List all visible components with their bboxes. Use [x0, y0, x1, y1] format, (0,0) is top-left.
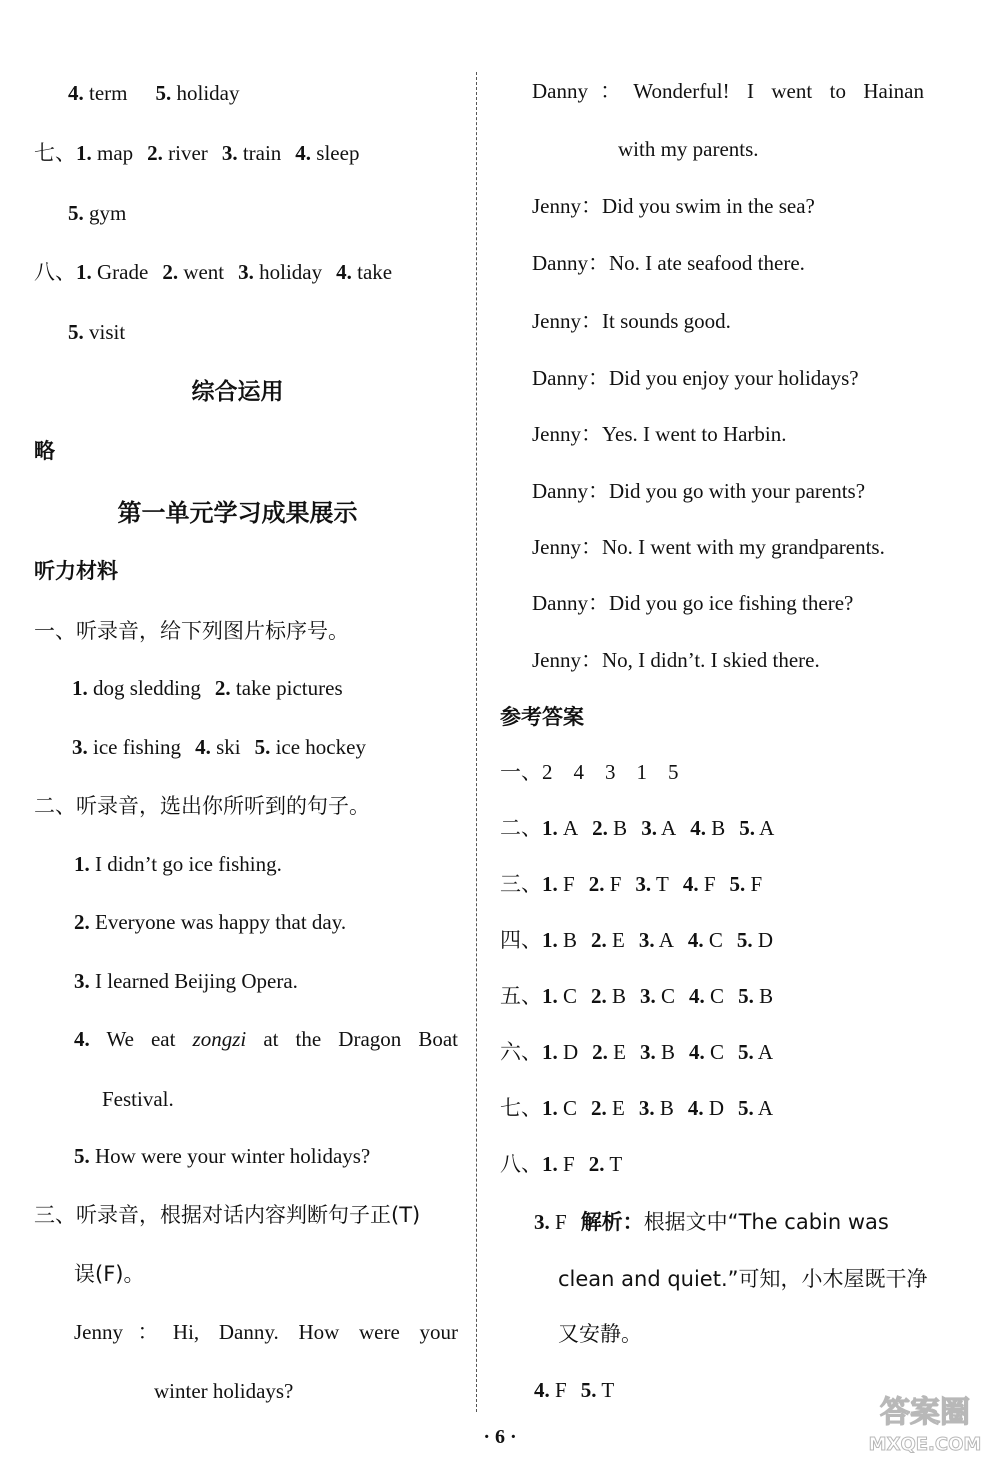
answer-row	[534, 1376, 614, 1404]
sentence-text: Everyone was happy that day.	[95, 910, 347, 934]
answer-value: C	[710, 984, 725, 1008]
answer-row	[500, 1038, 773, 1066]
answer-value: F	[555, 1210, 567, 1234]
answer-value: C	[563, 1096, 578, 1120]
answer-value: C	[563, 984, 578, 1008]
item-number: 2.	[588, 872, 605, 896]
item-number: 5.	[74, 1144, 90, 1168]
section-number: 二、	[500, 816, 542, 840]
answer-explanation-line	[534, 1208, 889, 1236]
item-number: 3.	[635, 872, 652, 896]
dialogue-line: Jenny：It sounds good.	[532, 309, 731, 333]
item-number: 5.	[155, 81, 172, 105]
sentence-text: at the Dragon Boat	[246, 1027, 458, 1051]
answer-line	[68, 199, 126, 227]
item-number: 3.	[221, 141, 238, 165]
listening-word: ice fishing	[93, 735, 182, 759]
answer-value: F	[703, 872, 716, 896]
answer-row	[500, 870, 762, 898]
listening-word: ice hockey	[275, 735, 366, 759]
item-number: 2.	[147, 141, 163, 165]
item-number: 2.	[591, 984, 607, 1008]
answer-word: map	[97, 141, 134, 165]
item-number: 5.	[254, 735, 271, 759]
item-number: 3.	[640, 1040, 656, 1064]
section-number: 一、	[500, 760, 542, 784]
item-number: 1.	[542, 1040, 558, 1064]
answer-value: F	[750, 872, 763, 896]
dialogue-line: Danny：Did you go ice fishing there?	[532, 591, 854, 615]
answer-value: F	[609, 872, 622, 896]
listening-sentence	[74, 1142, 370, 1170]
listening-line	[72, 674, 343, 702]
listening-sentence	[74, 967, 298, 995]
item-number: 3.	[534, 1210, 550, 1234]
answer-value: T	[601, 1378, 615, 1402]
item-number: 3.	[238, 260, 254, 284]
dialogue-line: Jenny：Hi, Danny. How were your	[74, 1320, 458, 1344]
answer-value: E	[613, 1040, 626, 1064]
answer-value: E	[612, 1096, 625, 1120]
item-number: 4.	[336, 260, 352, 284]
item-number: 3.	[74, 969, 90, 993]
item-number: 2.	[588, 1152, 605, 1176]
answer-value: B	[711, 816, 726, 840]
page-number: · 6 ·	[483, 1426, 517, 1448]
answer-value: A	[661, 816, 677, 840]
answer-row	[500, 926, 773, 954]
item-number: 2.	[591, 1096, 607, 1120]
question-title: 二、听录音，选出你所听到的句子。	[34, 794, 370, 818]
answer-word: gym	[89, 201, 127, 225]
answer-value: C	[661, 984, 676, 1008]
answer-line	[34, 139, 359, 167]
item-number: 5.	[580, 1378, 597, 1402]
item-number: 3.	[641, 816, 657, 840]
item-number: 1.	[542, 872, 558, 896]
item-number: 1.	[542, 816, 558, 840]
explanation-text: clean and quiet.”可知，小木屋既干净	[558, 1267, 928, 1291]
question-title-continuation: 误(F)。	[74, 1262, 145, 1286]
item-number: 1.	[76, 141, 92, 165]
section-number: 八、	[500, 1152, 542, 1176]
answer-word: river	[168, 141, 208, 165]
unit-title: 第一单元学习成果展示	[117, 499, 358, 527]
item-number: 1.	[542, 1152, 558, 1176]
item-number: 4.	[195, 735, 211, 759]
listening-word: ski	[216, 735, 241, 759]
answer-word: visit	[89, 320, 126, 344]
section-number: 八、	[34, 260, 76, 284]
item-number: 5.	[739, 816, 755, 840]
answer-word: take	[357, 260, 393, 284]
answer-value: B	[613, 816, 628, 840]
sentence-text: I didn’t go ice fishing.	[95, 852, 282, 876]
listening-sentence	[74, 1025, 458, 1053]
sentence-emphasis: zongzi	[192, 1027, 247, 1051]
item-number: 4.	[682, 872, 699, 896]
item-number: 2.	[162, 260, 179, 284]
answer-row	[500, 814, 774, 842]
section-number: 三、	[500, 872, 542, 896]
answer-word: train	[242, 141, 282, 165]
item-number: 4.	[690, 816, 706, 840]
watermark-text: 答案圈	[880, 1395, 970, 1430]
section-number: 七、	[500, 1096, 542, 1120]
answer-row	[500, 1150, 622, 1178]
answer-value: B	[563, 928, 578, 952]
dialogue-line: Jenny：Did you swim in the sea?	[532, 194, 815, 218]
answer-line	[68, 318, 125, 346]
answer-row	[500, 758, 679, 786]
answer-word: sleep	[316, 141, 360, 165]
item-number: 3.	[640, 984, 656, 1008]
item-number: 1.	[542, 1096, 558, 1120]
listening-word: take pictures	[235, 676, 343, 700]
answer-word: holiday	[259, 260, 323, 284]
item-number: 3.	[638, 1096, 655, 1120]
item-number: 4.	[534, 1378, 550, 1402]
answer-row	[500, 1094, 773, 1122]
listening-sentence	[74, 908, 346, 936]
dialogue-continuation: with my parents.	[618, 137, 759, 161]
section-number: 七、	[34, 141, 76, 165]
answer-word: term	[89, 81, 128, 105]
answer-value: T	[656, 872, 669, 896]
item-number: 1.	[74, 852, 90, 876]
item-number: 5.	[738, 1040, 754, 1064]
item-number: 1.	[72, 676, 88, 700]
answer-value: C	[708, 928, 723, 952]
answer-value: T	[609, 1152, 623, 1176]
dialogue-line: Jenny：Yes. I went to Harbin.	[532, 422, 787, 446]
section-number: 六、	[500, 1040, 542, 1064]
sentence-text: I learned Beijing Opera.	[95, 969, 298, 993]
item-number: 4.	[687, 928, 704, 952]
sentence-continuation: Festival.	[102, 1087, 174, 1111]
answer-word: Grade	[97, 260, 149, 284]
answer-value: D	[757, 928, 774, 952]
listening-sentence	[74, 850, 282, 878]
item-number: 4.	[689, 984, 705, 1008]
sentence-text: How were your winter holidays?	[95, 1144, 371, 1168]
item-number: 2.	[214, 676, 231, 700]
answer-value: B	[759, 984, 774, 1008]
answer-value: F	[555, 1378, 567, 1402]
item-number: 5.	[68, 201, 84, 225]
item-number: 5.	[738, 984, 754, 1008]
item-number: 5.	[729, 872, 746, 896]
item-number: 5.	[736, 928, 753, 952]
answer-line	[68, 79, 239, 107]
question-title: 三、听录音，根据对话内容判断句子正(T)	[34, 1203, 421, 1227]
answer-value: B	[661, 1040, 676, 1064]
item-number: 3.	[638, 928, 655, 952]
explanation-label: 解析：	[580, 1210, 644, 1234]
answer-word: went	[183, 260, 225, 284]
item-number: 5.	[68, 320, 84, 344]
item-number: 2.	[591, 928, 607, 952]
answer-value: F	[563, 872, 575, 896]
item-number: 1.	[76, 260, 92, 284]
column-divider	[476, 72, 477, 1412]
answer-line	[34, 258, 392, 286]
answer-value: D	[563, 1040, 579, 1064]
answer-value: E	[612, 928, 625, 952]
omitted-note: 略	[34, 439, 55, 463]
dialogue-line: Danny：Wonderful! I went to Hainan	[532, 79, 924, 103]
item-number: 3.	[72, 735, 88, 759]
answer-value: A	[658, 928, 674, 952]
item-number: 4.	[74, 1027, 90, 1051]
item-number: 1.	[542, 984, 558, 1008]
answer-values: 2 4 3 1 5	[542, 760, 679, 784]
answer-word: holiday	[176, 81, 240, 105]
answer-value: F	[563, 1152, 575, 1176]
answers-heading: 参考答案	[500, 705, 584, 729]
item-number: 5.	[738, 1096, 754, 1120]
item-number: 4.	[68, 81, 84, 105]
sentence-text: We eat	[106, 1027, 193, 1051]
watermark-domain: MXQE.COM	[868, 1434, 982, 1455]
answer-value: D	[708, 1096, 725, 1120]
item-number: 2.	[592, 1040, 608, 1064]
answer-value: A	[757, 1040, 774, 1064]
answer-row	[500, 982, 773, 1010]
item-number: 4.	[295, 141, 312, 165]
dialogue-continuation: winter holidays?	[154, 1379, 294, 1403]
item-number: 4.	[689, 1040, 705, 1064]
question-title: 一、听录音，给下列图片标序号。	[34, 619, 349, 643]
item-number: 4.	[687, 1096, 704, 1120]
answer-value: B	[612, 984, 627, 1008]
section-number: 四、	[500, 928, 542, 952]
listening-line	[72, 733, 366, 761]
watermark-logo	[855, 1388, 995, 1458]
dialogue-line: Danny：Did you go with your parents?	[532, 479, 866, 503]
listening-heading: 听力材料	[34, 559, 118, 583]
section-title-comprehensive: 综合运用	[191, 379, 284, 405]
item-number: 2.	[592, 816, 608, 840]
section-number: 五、	[500, 984, 542, 1008]
dialogue-line: Jenny：No. I went with my grandparents.	[532, 535, 885, 559]
dialogue-line: Danny：Did you enjoy your holidays?	[532, 366, 859, 390]
dialogue-line: Danny：No. I ate seafood there.	[532, 251, 805, 275]
answer-value: B	[659, 1096, 674, 1120]
explanation-text: 根据文中“The cabin was	[643, 1210, 889, 1234]
answer-value: A	[757, 1096, 774, 1120]
item-number: 2.	[74, 910, 90, 934]
listening-word: dog sledding	[93, 676, 201, 700]
item-number: 1.	[542, 928, 558, 952]
explanation-text: 又安静。	[558, 1322, 642, 1346]
answer-value: C	[710, 1040, 725, 1064]
answer-value: A	[563, 816, 579, 840]
dialogue-line: Jenny：No, I didn’t. I skied there.	[532, 648, 820, 672]
answer-value: A	[759, 816, 775, 840]
